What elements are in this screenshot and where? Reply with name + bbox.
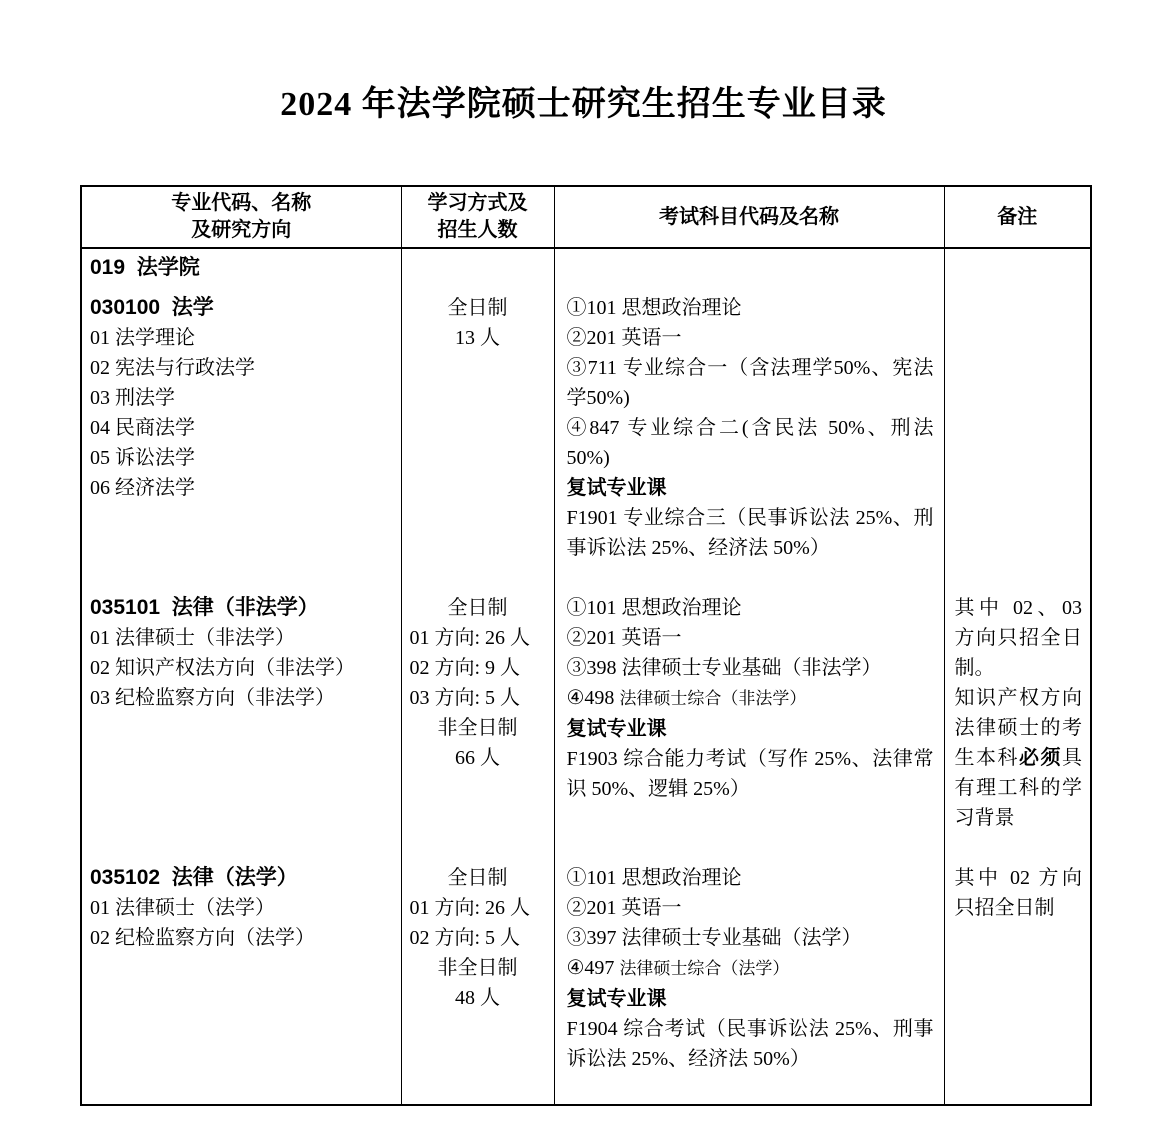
direction-item: 05 诉讼法学 xyxy=(90,447,195,469)
exam-subjects-cell xyxy=(554,593,944,863)
study-line: 全日制 xyxy=(447,297,508,319)
exam-item: ②201 英语一 xyxy=(566,627,682,649)
retest-label: 复试专业课 xyxy=(566,718,667,740)
direction-item: 03 刑法学 xyxy=(90,387,175,409)
direction-item: 01 法律硕士（非法学） xyxy=(90,627,295,649)
exam-code: ④497 xyxy=(566,957,620,979)
col-header-study-line1: 学习方式及 xyxy=(427,192,528,214)
exam-item: ②201 英语一 xyxy=(566,897,682,919)
exam-item: ③398 法律硕士专业基础（非法学） xyxy=(566,657,882,679)
note-paragraph: 其中 02、03 方向只招全日制。 xyxy=(954,597,1082,679)
study-line: 02 方向: 5 人 xyxy=(409,927,521,949)
college-cell xyxy=(81,248,401,293)
retest-exam-item: F1901 专业综合三（民事诉讼法 25%、刑事诉讼法 25%、经济法 50%） xyxy=(566,507,934,559)
col-header-exam-subjects: 考试科目代码及名称 xyxy=(554,186,944,248)
exam-item: ①101 思想政治理论 xyxy=(566,867,742,889)
study-line: 01 方向: 26 人 xyxy=(409,897,531,919)
study-line: 非全日制 xyxy=(437,717,518,739)
section-row-030100 xyxy=(81,293,1091,593)
college-code: 019 法学院 xyxy=(90,256,200,279)
direction-item: 02 宪法与行政法学 xyxy=(90,357,255,379)
major-cell xyxy=(81,863,401,1105)
retest-label: 复试专业课 xyxy=(566,477,667,499)
exam-item: ②201 英语一 xyxy=(566,327,682,349)
note-paragraph: 其中 02 方向只招全日制 xyxy=(954,867,1082,919)
direction-item: 01 法学理论 xyxy=(90,327,195,349)
major-cell xyxy=(81,293,401,593)
notes-cell xyxy=(944,593,1091,863)
study-line: 全日制 xyxy=(447,867,508,889)
section-code: 035102 法律（法学） xyxy=(90,866,298,889)
exam-item: ③711 专业综合一（含法理学50%、宪法学50%) xyxy=(566,357,934,409)
note-text: 具有理工科的学习背景 xyxy=(954,747,1082,829)
exam-item: ①101 思想政治理论 xyxy=(566,597,742,619)
study-line: 48 人 xyxy=(455,987,500,1009)
exam-subjects-cell xyxy=(554,863,944,1105)
direction-item: 02 纪检监察方向（法学） xyxy=(90,927,315,949)
notes-cell xyxy=(944,293,1091,593)
retest-label: 复试专业课 xyxy=(566,988,667,1010)
study-mode-cell xyxy=(401,863,554,1105)
study-mode-cell xyxy=(401,293,554,593)
direction-item: 04 民商法学 xyxy=(90,417,195,439)
exam-item: ④847 专业综合二(含民法 50%、刑法 50%) xyxy=(566,417,934,469)
section-row-035101 xyxy=(81,593,1091,863)
notes-cell xyxy=(944,863,1091,1105)
major-cell xyxy=(81,593,401,863)
col-header-major-line2: 及研究方向 xyxy=(191,219,292,241)
note-text: 知识产权方向法律硕士的考生本科 xyxy=(954,687,1082,769)
direction-item: 02 知识产权法方向（非法学） xyxy=(90,657,355,679)
direction-item: 03 纪检监察方向（非法学） xyxy=(90,687,335,709)
note-paragraph xyxy=(955,683,1083,833)
exam-subjects-cell xyxy=(554,293,944,593)
col-header-major-line1: 专业代码、名称 xyxy=(171,192,312,214)
study-line: 03 方向: 5 人 xyxy=(409,687,521,709)
study-line: 02 方向: 9 人 xyxy=(409,657,521,679)
retest-exam-item: F1904 综合考试（民事诉讼法 25%、刑事诉讼法 25%、经济法 50%） xyxy=(566,1018,934,1070)
section-code: 030100 法学 xyxy=(90,296,214,319)
retest-exam-item: F1903 综合能力考试（写作 25%、法律常识 50%、逻辑 25%） xyxy=(566,748,934,800)
direction-item: 06 经济法学 xyxy=(90,477,195,499)
exam-name-small: 法律硕士综合（法学） xyxy=(619,959,790,978)
section-row-035102 xyxy=(81,863,1091,1105)
col-header-notes: 备注 xyxy=(944,186,1091,248)
study-line: 全日制 xyxy=(447,597,508,619)
exam-item: ③397 法律硕士专业基础（法学） xyxy=(566,927,862,949)
exam-item xyxy=(567,953,934,984)
page-title: 2024 年法学院硕士研究生招生专业目录 xyxy=(280,86,887,123)
col-header-study-mode xyxy=(401,186,554,248)
col-header-study-line2: 招生人数 xyxy=(437,219,518,241)
note-text-bold: 必须 xyxy=(1019,747,1062,769)
col-header-major-code xyxy=(81,186,401,248)
table-header-row xyxy=(81,186,1091,248)
admissions-table xyxy=(80,185,1092,1106)
section-code: 035101 法律（非法学） xyxy=(90,596,319,619)
exam-code: ④498 xyxy=(566,687,620,709)
exam-item: ①101 思想政治理论 xyxy=(566,297,742,319)
direction-item: 01 法律硕士（法学） xyxy=(90,897,275,919)
exam-name-small: 法律硕士综合（非法学） xyxy=(619,689,807,708)
study-mode-cell xyxy=(401,593,554,863)
exam-item xyxy=(567,683,934,714)
study-line: 01 方向: 26 人 xyxy=(409,627,531,649)
study-line: 66 人 xyxy=(455,747,500,769)
study-line: 13 人 xyxy=(455,327,500,349)
study-line: 非全日制 xyxy=(437,957,518,979)
college-row xyxy=(81,248,1091,293)
